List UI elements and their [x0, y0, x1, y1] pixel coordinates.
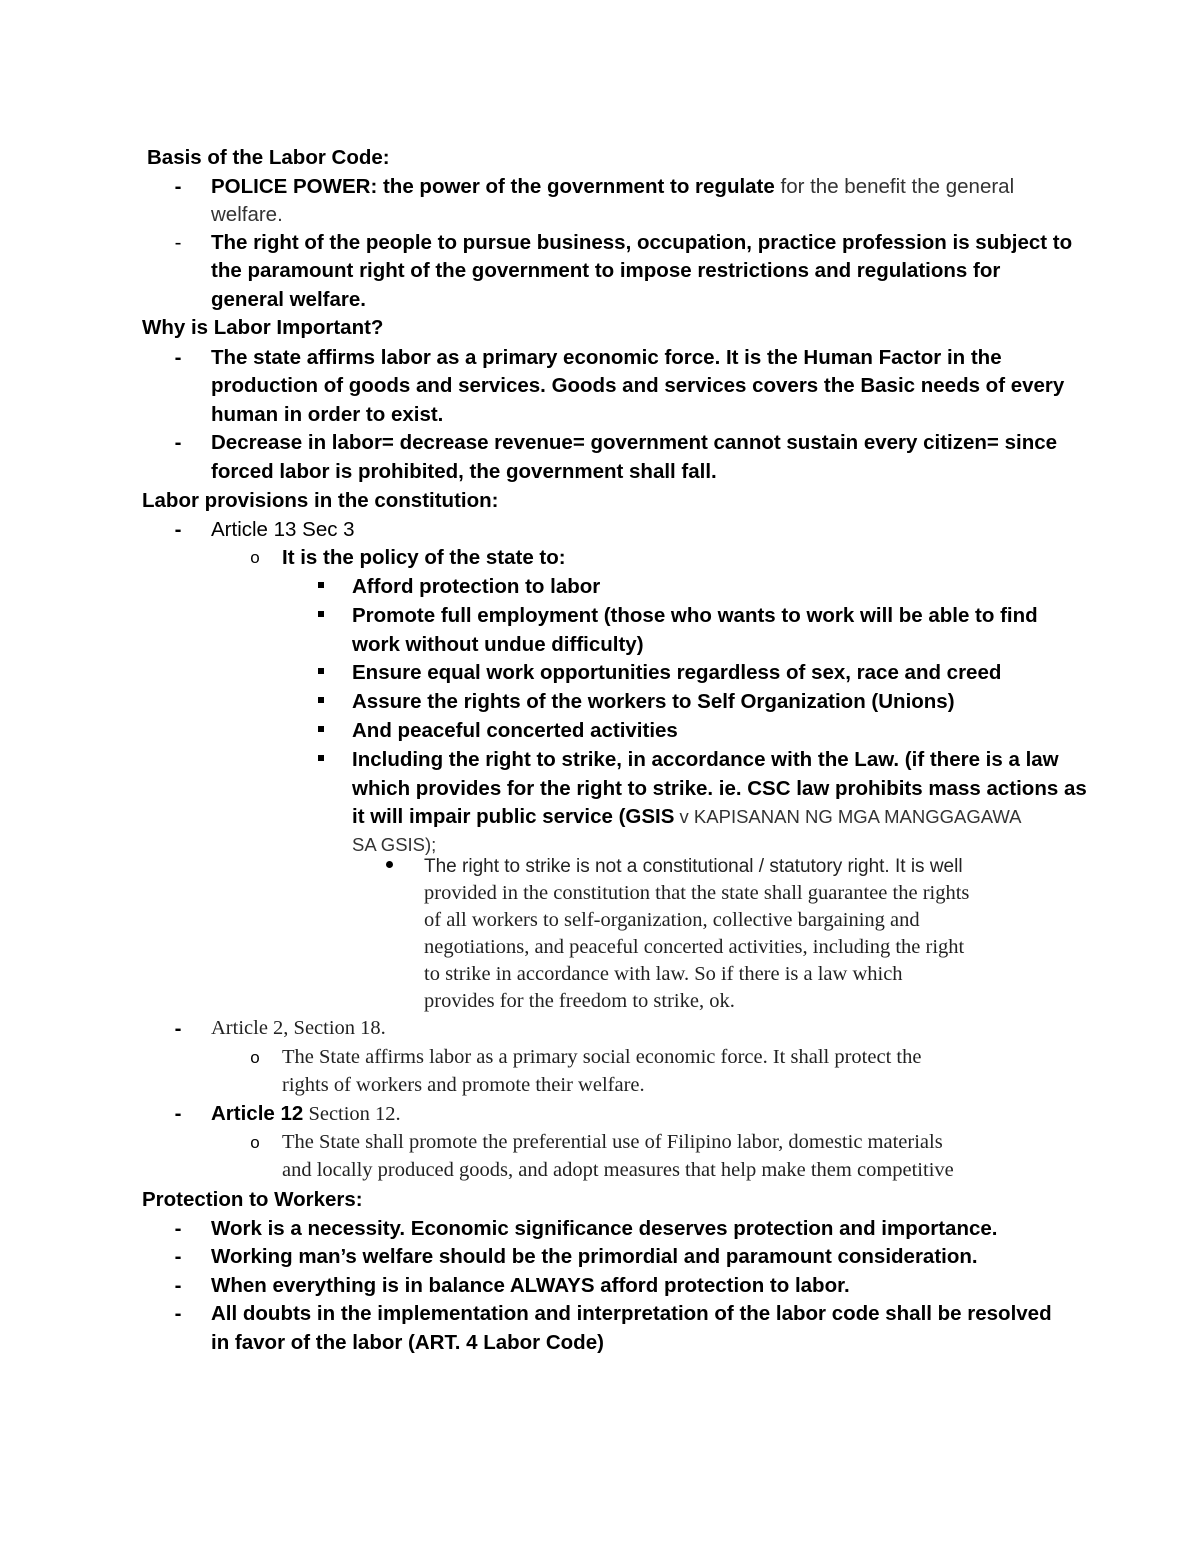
dash-marker: - [174, 1245, 182, 1268]
item-text: Article 13 Sec 3 [211, 518, 355, 541]
item-text: Article 12 [211, 1102, 304, 1125]
item-text: provides for the freedom to strike, ok. [424, 990, 735, 1012]
item-text: SA GSIS); [352, 834, 437, 855]
dash-marker: - [174, 1102, 182, 1125]
dash-marker: - [174, 431, 182, 454]
item-text: Afford protection to labor [352, 575, 601, 598]
item-text: The state affirms labor as a primary economic force. It is the Human Factor in the [211, 346, 1002, 369]
item-text: Assure the rights of the workers to Self Organization (Unions) [352, 690, 955, 713]
circle-marker: o [250, 1133, 260, 1152]
item-text: All doubts in the implementation and interpretation of the labor code shall be resolved [211, 1302, 1052, 1325]
item-text: Decrease in labor= decrease revenue= government cannot sustain every citizen= since [211, 431, 1058, 454]
item-text: production of goods and services. Goods and services covers the Basic needs of every [211, 374, 1065, 397]
item-text: When everything is in balance ALWAYS afford protection to labor. [211, 1274, 850, 1297]
item-text: it will impair public service (GSIS [352, 805, 675, 828]
item-text: provided in the constitution that the state shall guarantee the rights [424, 882, 970, 904]
item-text: of all workers to self-organization, collective bargaining and [424, 909, 920, 931]
item-text: Article 2, Section 18. [211, 1017, 386, 1039]
item-text: The State affirms labor as a primary social economic force. It shall protect the [282, 1046, 922, 1068]
square-bullet-icon [318, 697, 324, 703]
item-text: The State shall promote the preferential use of Filipino labor, domestic materials [282, 1131, 943, 1153]
square-bullet-icon [318, 755, 324, 761]
square-bullet-icon [318, 582, 324, 588]
dash-marker: - [174, 1017, 182, 1040]
item-text: Ensure equal work opportunities regardless of sex, race and creed [352, 661, 1002, 684]
item-text: Promote full employment (those who wants to work will be able to find [352, 604, 1038, 627]
square-bullet-icon [318, 668, 324, 674]
item-text: Section 12. [303, 1103, 401, 1125]
dash-marker: - [174, 175, 182, 198]
heading-constitution: Labor provisions in the constitution: [142, 489, 499, 512]
item-text: welfare. [211, 203, 283, 226]
item-text: in favor of the labor (ART. 4 Labor Code) [211, 1331, 604, 1354]
circle-marker: o [250, 548, 260, 567]
item-text: to strike in accordance with law. So if there is a law which [424, 963, 903, 985]
item-text: v KAPISANAN NG MGA MANGGAGAWA [674, 806, 1022, 827]
item-text: the paramount right of the government to impose restrictions and regulations for [211, 259, 1001, 282]
square-bullet-icon [318, 726, 324, 732]
item-text: rights of workers and promote their welfare. [282, 1074, 645, 1096]
dash-marker: - [174, 231, 182, 254]
list-item [211, 172, 1014, 201]
heading-why: Why is Labor Important? [142, 316, 384, 339]
square-bullet-icon [318, 611, 324, 617]
dash-marker: - [174, 346, 182, 369]
item-text: Working man’s welfare should be the primordial and paramount consideration. [211, 1245, 978, 1268]
item-text: work without undue difficulty) [352, 633, 644, 656]
item-text: negotiations, and peaceful concerted activities, including the right [424, 936, 965, 958]
item-text: Including the right to strike, in accordance with the Law. (if there is a law [352, 748, 1059, 771]
dash-marker: - [174, 1302, 182, 1325]
item-text: human in order to exist. [211, 403, 444, 426]
item-text: The right to strike is not a constitutional / statutory right. It is well [424, 856, 963, 877]
heading-basis: Basis of the Labor Code: [147, 146, 390, 169]
heading-protection: Protection to Workers: [142, 1188, 363, 1211]
item-text: Work is a necessity. Economic significance deserves protection and importance. [211, 1217, 998, 1240]
item-text: for the benefit the general [774, 175, 1015, 198]
list-item [352, 802, 1022, 831]
dash-marker: - [174, 518, 182, 541]
item-text: and locally produced goods, and adopt measures that help make them competitive [282, 1159, 954, 1181]
item-text: general welfare. [211, 288, 366, 311]
item-text: It is the policy of the state to: [282, 546, 566, 569]
item-text: POLICE POWER: the power of the government to regulate [211, 175, 775, 198]
item-text: forced labor is prohibited, the government shall fall. [211, 460, 717, 483]
dash-marker: - [174, 1217, 182, 1240]
dash-marker: - [174, 1274, 182, 1297]
circle-marker: o [250, 1048, 260, 1067]
item-text: which provides for the right to strike. ie. CSC law prohibits mass actions as [352, 777, 1087, 800]
round-bullet-icon [386, 861, 393, 868]
list-item [211, 1099, 401, 1128]
item-text: And peaceful concerted activities [352, 719, 678, 742]
item-text: The right of the people to pursue business, occupation, practice profession is subject to [211, 231, 1073, 254]
